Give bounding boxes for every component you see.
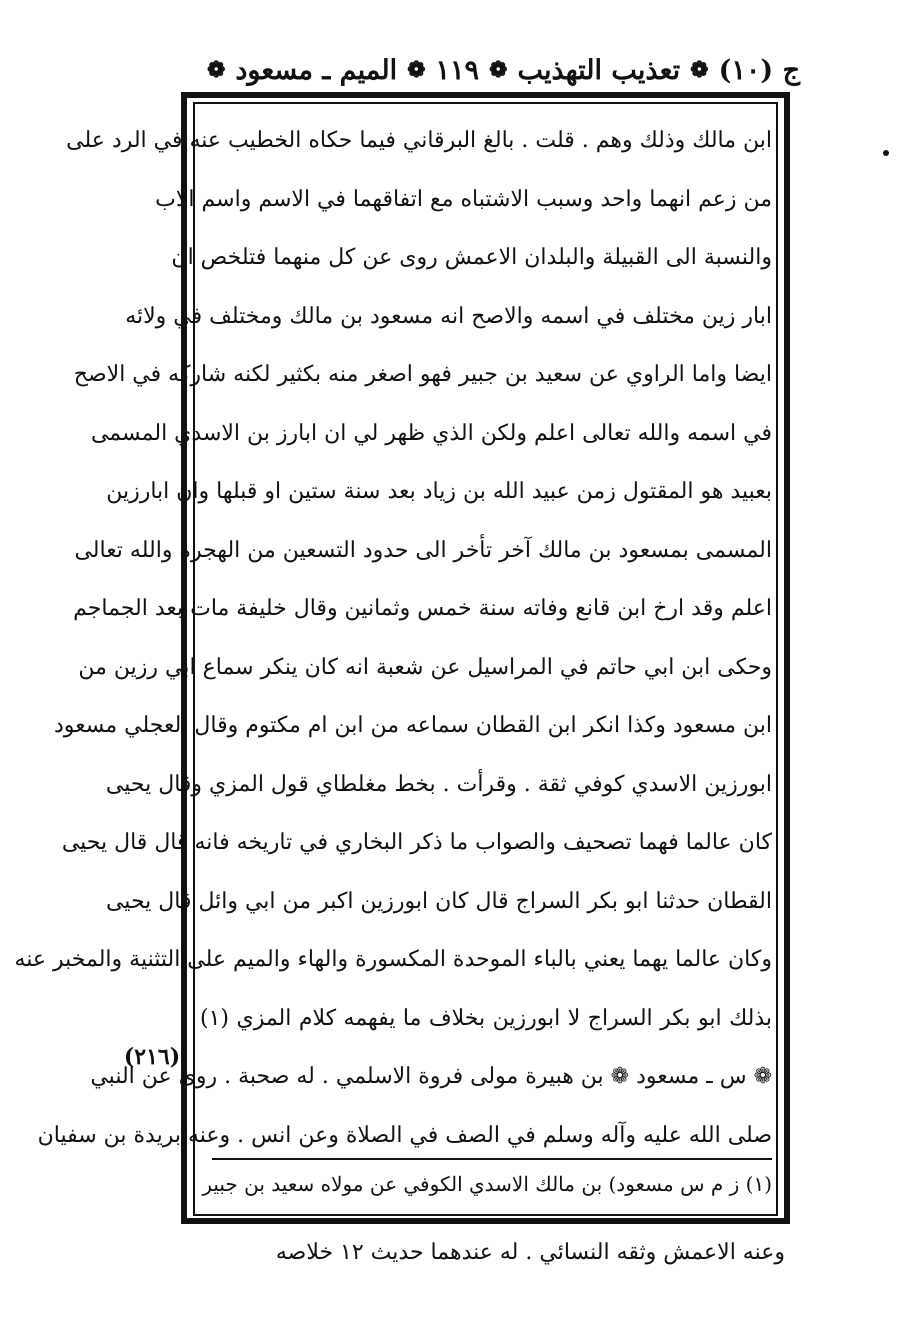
text-line: المسمى بمسعود بن مالك آخر تأخر الى حدود التسعين من الهجرة والله تعالى (74, 537, 772, 563)
text-line: بذلك ابو بكر السراج لا ابورزين بخلاف ما يفهمه كلام المزي (١) (200, 1005, 772, 1031)
text-line: ابن مسعود وكذا انكر ابن القطان سماعه من ابن ام مكتوم وقال العجلي مسعود (53, 713, 772, 738)
text-line: بعبيد هو المقتول زمن عبيد الله بن زياد بعد سنة ستين او قبلها وان ابارزين (106, 479, 772, 504)
footnote-divider (212, 1158, 772, 1160)
text-line: وكان عالما يهما يعني بالباء الموحدة المكسورة والهاء والميم على التثنية والمخبر عنه (14, 947, 772, 972)
text-line: صلى الله عليه وآله وسلم في الصف في الصلاة وعن انس . وعنه بريدة بن سفيان (37, 1122, 772, 1148)
volume-label: ج (١٠) (718, 54, 800, 86)
page-number: ١١٩ (435, 54, 480, 86)
text-line: وحكى ابن ابي حاتم في المراسيل عن شعبة انه كان ينكر سماع ابي رزين من (78, 654, 772, 680)
text-line: ابن مالك وذلك وهم . قلت . بالغ البرقاني فيما حكاه الخطيب عنه في الرد على (66, 128, 772, 153)
margin-entry-number: (٢١٦) (123, 1044, 181, 1070)
book-title: تعذيب التهذيب (517, 54, 681, 86)
text-line: من زعم انهما واحد وسبب الاشتباه مع اتفاقهما في الاسم واسم الاب (155, 186, 772, 212)
section-title: الميم ـ مسعود (235, 54, 398, 86)
ornament-icon: ❁ (489, 57, 508, 83)
ornament-icon: ❁ (690, 57, 709, 83)
text-line: ايضا واما الراوي عن سعيد بن جبير فهو اصغر منه بكثير لكنه شاركه في الاصح (73, 362, 772, 387)
ornament-icon: ❁ (206, 57, 226, 83)
text-line: اعلم وقد ارخ ابن قانع وفاته سنة خمس وثمانين وقال خليفة مات بعد الجماجم (73, 596, 772, 621)
page-header (180, 44, 800, 96)
footnote: (١) ز م س مسعود) بن مالك الاسدي الكوفي عن مولاه سعيد بن جبير (202, 1172, 772, 1196)
text-line: والنسبة الى القبيلة والبلدان الاعمش روى عن كل منهما فتلخص ان (171, 245, 772, 270)
text-line: ابار زين مختلف في اسمه والاصح انه مسعود بن مالك ومختلف في ولائه (125, 303, 772, 329)
below-frame-text: وعنه الاعمش وثقه النسائي . له عندهما حديث ١٢ خلاصه (275, 1240, 785, 1265)
text-line: في اسمه والله تعالى اعلم ولكن الذي ظهر لي ان ابارز بن الاسدي المسمى (90, 420, 772, 446)
text-line: كان عالما فهما تصحيف والصواب ما ذكر البخاري في تاريخه فانه قال قال يحيى (61, 830, 772, 855)
text-line: القطان حدثنا ابو بكر السراج قال كان ابورزين اكبر من ابي وائل قال يحيى (105, 888, 772, 914)
text-line: ابورزين الاسدي كوفي ثقة . وقرأت . بخط مغلطاي قول المزي وقال يحيى (105, 771, 772, 797)
text-line: ❁ س ـ مسعود ❁ بن هبيرة مولى فروة الاسلمي . له صحبة . روى عن النبي (90, 1064, 772, 1089)
margin-dot (883, 150, 889, 156)
ornament-icon: ❁ (407, 57, 426, 83)
